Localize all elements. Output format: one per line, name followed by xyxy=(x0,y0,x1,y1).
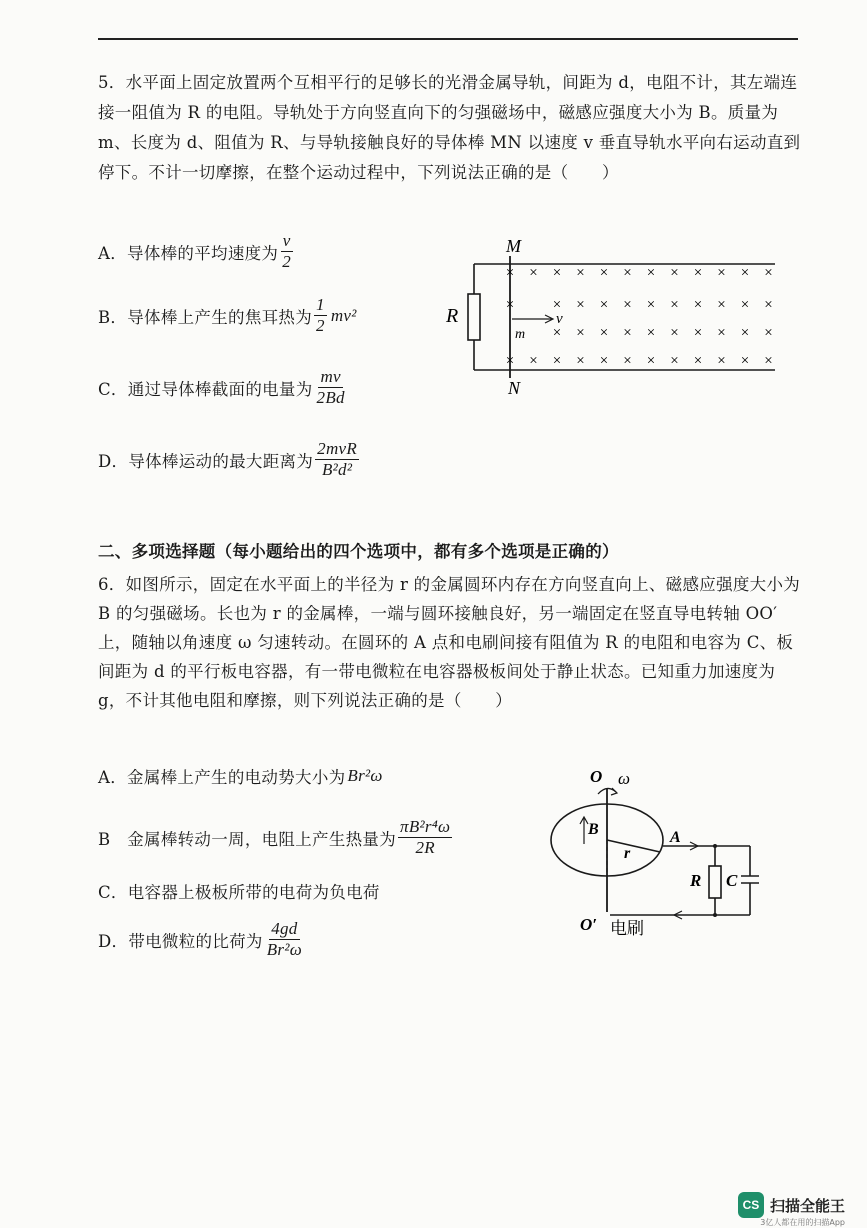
field-cross: × xyxy=(646,353,656,369)
q6-rotating-rod-diagram xyxy=(540,762,780,942)
field-cross: × xyxy=(693,265,703,281)
field-cross: × xyxy=(576,265,585,281)
field-cross: × xyxy=(670,297,679,313)
field-cross: × xyxy=(740,265,750,281)
field-cross: × xyxy=(552,325,562,341)
field-cross: × xyxy=(576,325,585,341)
field-cross: × xyxy=(599,353,609,369)
field-cross: × xyxy=(552,297,562,313)
q5-option-d[interactable] xyxy=(98,440,361,479)
field-cross: × xyxy=(599,297,609,313)
field-cross: × xyxy=(693,325,703,341)
field-cross: × xyxy=(764,265,773,281)
q5-option-a[interactable] xyxy=(98,232,295,271)
field-cross: × xyxy=(646,325,656,341)
q5-option-c-fraction: mv 2Bd xyxy=(316,367,345,407)
q6-option-a-math: Br²ω xyxy=(347,766,383,785)
field-cross: × xyxy=(740,353,750,369)
label-O-prime: O′ xyxy=(580,915,598,934)
magnetic-field-crosses xyxy=(506,265,773,369)
q5-option-c-text: C．通过导体棒截面的电量为 xyxy=(98,379,313,399)
field-cross: × xyxy=(764,297,773,313)
q5-option-b-text: B．导体棒上产生的焦耳热为 xyxy=(98,307,313,327)
field-cross: × xyxy=(576,353,585,369)
field-cross: × xyxy=(599,325,609,341)
q6-option-d-text: D．带电微粒的比荷为 xyxy=(98,931,263,951)
q6-option-d-fraction: 4gd Br²ω xyxy=(266,919,303,959)
q6-option-b-fraction: πB²r⁴ω 2R xyxy=(400,817,451,857)
q6-option-a-text: A．金属棒上产生的电动势大小为 xyxy=(98,768,346,787)
q6-option-d[interactable] xyxy=(98,920,306,959)
label-omega: ω xyxy=(618,769,631,788)
watermark-name: 扫描全能王 xyxy=(769,1196,845,1215)
q5-option-b-tail: mv² xyxy=(330,305,357,325)
field-cross: × xyxy=(529,353,538,369)
field-cross: × xyxy=(646,265,656,281)
q5-option-a-fraction: v 2 xyxy=(282,231,292,271)
field-cross: × xyxy=(646,297,656,313)
q5-rails-diagram xyxy=(440,232,785,402)
label-N: N xyxy=(508,378,521,398)
field-cross: × xyxy=(740,325,750,341)
field-cross: × xyxy=(552,353,562,369)
label-r: r xyxy=(624,845,631,862)
watermark-sub: 3亿人都在用的扫描App xyxy=(760,1218,845,1227)
q5-option-d-fraction: 2mvR B²d² xyxy=(317,439,358,479)
field-cross: × xyxy=(623,353,632,369)
q6-option-c-text: C．电容器上极板所带的电荷为负电荷 xyxy=(98,883,380,902)
field-cross: × xyxy=(670,353,679,369)
field-cross: × xyxy=(623,297,632,313)
label-R: R xyxy=(690,871,702,890)
field-cross: × xyxy=(764,325,773,341)
q6-option-a[interactable] xyxy=(98,764,383,788)
field-cross: × xyxy=(717,297,726,313)
q6-option-b[interactable] xyxy=(98,818,454,857)
label-R: R xyxy=(446,305,459,327)
q6-option-c[interactable] xyxy=(98,879,380,903)
field-cross: × xyxy=(529,265,538,281)
field-cross: × xyxy=(764,353,773,369)
q5-option-d-text: D．导体棒运动的最大距离为 xyxy=(98,451,314,471)
field-cross: × xyxy=(552,265,562,281)
scanner-watermark xyxy=(738,1192,845,1218)
field-cross: × xyxy=(740,297,750,313)
top-rule xyxy=(98,38,798,40)
field-cross: × xyxy=(623,325,632,341)
field-cross: × xyxy=(599,265,609,281)
q6-option-b-text: B 金属棒转动一周，电阻上产生热量为 xyxy=(98,829,397,849)
label-A: A xyxy=(670,829,681,846)
q5-option-a-text: A．导体棒的平均速度为 xyxy=(98,243,279,263)
field-cross: × xyxy=(693,353,703,369)
field-cross: × xyxy=(505,353,515,369)
field-cross: × xyxy=(717,325,726,341)
q5-option-c[interactable] xyxy=(98,368,349,407)
label-M: M xyxy=(506,236,521,256)
label-v: v xyxy=(556,311,563,327)
field-cross: × xyxy=(693,297,703,313)
q5-option-b-fraction: 1 2 xyxy=(316,295,325,335)
label-C: C xyxy=(726,871,738,890)
label-B: B xyxy=(588,821,599,838)
field-cross: × xyxy=(623,265,632,281)
q5-option-b[interactable] xyxy=(98,296,357,335)
q6-stem: 6．如图所示，固定在水平面上的半径为 r 的金属圆环内存在方向竖直向上、磁感应强度大小为 B 的匀强磁场。长也为 r 的金属棒，一端与圆环接触良好，另一端固定在竖直导电转轴 OO′上，随轴以角速度 ω 匀速转动。在圆环的 A 点和电刷间接有阻值为 R 的电阻和电容为 C、板间距为 d 的平行板电容器，有一带电微粒在电容器极板间处于静止状态。已知重力加速度为 g，不计其他电阻和摩擦，则下列说法正确的是（ ） xyxy=(98,575,801,710)
field-cross: × xyxy=(717,265,726,281)
label-brush: 电刷 xyxy=(610,919,644,938)
field-cross: × xyxy=(505,265,515,281)
field-cross: × xyxy=(670,265,679,281)
field-cross: × xyxy=(576,297,585,313)
q5-stem: 5．水平面上固定放置两个互相平行的足够长的光滑金属导轨，间距为 d，电阻不计，其左端连接一阻值为 R 的电阻。导轨处于方向竖直向下的匀强磁场中，磁感应强度大小为 B。质量为 m、长度为 d、阻值为 R、与导轨接触良好的导体棒 MN 以速度 v 垂直导轨水平向右运动直到停下。不计一切摩擦，在整个运动过程中，下列说法正确的是（ ） xyxy=(98,73,801,182)
section-2-title: 二、多项选择题（每小题给出的四个选项中，都有多个选项是正确的） xyxy=(98,542,619,561)
field-cross: × xyxy=(670,325,679,341)
field-cross: × xyxy=(717,353,726,369)
field-cross: × xyxy=(505,297,515,313)
label-O: O xyxy=(590,767,603,786)
cs-logo-icon: CS xyxy=(738,1192,764,1218)
label-m: m xyxy=(515,327,526,342)
